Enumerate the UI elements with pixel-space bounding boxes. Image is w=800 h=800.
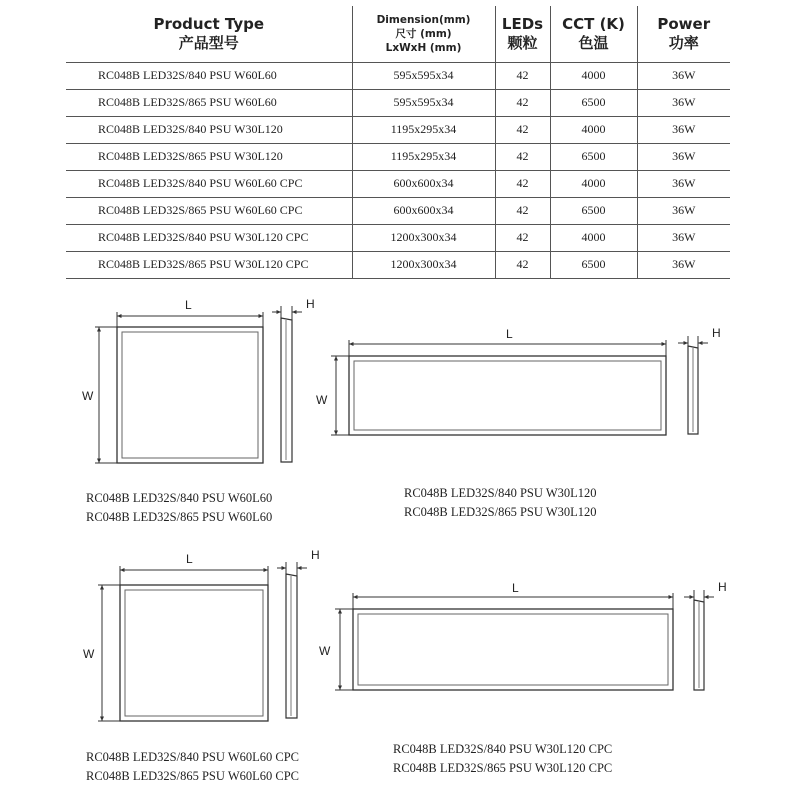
square-panel-cpc-side-view	[277, 562, 307, 718]
cell-power: 36W	[672, 68, 696, 82]
cell-product-type: RC048B LED32S/865 PSU W60L60	[66, 89, 352, 116]
cell-cct: 6500	[550, 197, 637, 224]
square-panel-drawing	[95, 312, 263, 463]
caption-rect-cpc	[393, 740, 612, 778]
caption-line: RC048B LED32S/840 PSU W60L60 CPC	[86, 750, 300, 764]
header-cct-cn: 色温	[578, 33, 609, 52]
cell-cct: 4000	[550, 116, 637, 143]
caption-line: RC048B LED32S/865 PSU W30L120 CPC	[393, 761, 613, 775]
cell-dimension: 1200x300x34	[352, 224, 495, 251]
dim-label-height: H	[306, 297, 315, 311]
cell-product-type: RC048B LED32S/840 PSU W60L60	[66, 62, 352, 89]
caption-line: RC048B LED32S/865 PSU W60L60 CPC	[86, 769, 300, 783]
header-leds-cn: 颗粒	[507, 33, 538, 52]
header-product-type-cn: 产品型号	[178, 33, 239, 52]
dim-label-length: L	[185, 298, 192, 312]
cell-product-type: RC048B LED32S/840 PSU W30L120	[66, 116, 352, 143]
cell-leds: 42	[495, 224, 550, 251]
cell-leds: 42	[495, 143, 550, 170]
cell-power: 36W	[672, 257, 696, 271]
cell-leds: 42	[495, 251, 550, 278]
cell-dimension: 1195x295x34	[352, 116, 495, 143]
cell-leds: 42	[495, 89, 550, 116]
dim-label-width: W	[319, 644, 331, 658]
caption-line: RC048B LED32S/865 PSU W60L60	[86, 510, 273, 524]
dim-label-length: L	[512, 581, 519, 595]
cell-power: 36W	[672, 95, 696, 109]
dim-label-width: W	[316, 393, 328, 407]
header-dimension-line2: 尺寸 (mm)	[395, 27, 452, 40]
cell-dimension: 600x600x34	[352, 170, 495, 197]
caption-rect-standard	[404, 484, 597, 522]
rect-panel-drawing	[331, 340, 666, 435]
dim-label-height: H	[718, 580, 727, 594]
cell-power: 36W	[672, 149, 696, 163]
cell-dimension: 595x595x34	[352, 89, 495, 116]
dim-label-width: W	[82, 389, 94, 403]
header-product-type-en: Product Type	[153, 14, 265, 33]
cell-product-type: RC048B LED32S/865 PSU W60L60 CPC	[66, 197, 352, 224]
cell-product-type: RC048B LED32S/840 PSU W60L60 CPC	[66, 170, 352, 197]
cell-leds: 42	[495, 62, 550, 89]
cell-cct: 6500	[550, 143, 637, 170]
cell-power: 36W	[672, 230, 696, 244]
square-panel-cpc-drawing	[98, 566, 268, 721]
header-leds-en: LEDs	[501, 14, 544, 33]
caption-line: RC048B LED32S/840 PSU W30L120 CPC	[393, 742, 613, 756]
cell-cct: 4000	[550, 170, 637, 197]
cell-leds: 42	[495, 116, 550, 143]
cell-cct: 4000	[550, 224, 637, 251]
cell-dimension: 1195x295x34	[352, 143, 495, 170]
dim-label-height: H	[311, 548, 320, 562]
dim-label-width: W	[83, 647, 95, 661]
cell-power: 36W	[672, 122, 696, 136]
cell-cct: 6500	[550, 89, 637, 116]
cell-leds: 42	[495, 170, 550, 197]
cell-dimension: 595x595x34	[352, 62, 495, 89]
header-power-en: Power	[657, 14, 711, 33]
cell-product-type: RC048B LED32S/840 PSU W30L120 CPC	[66, 224, 352, 251]
cell-cct: 4000	[550, 62, 637, 89]
header-cct-en: CCT (K)	[562, 14, 625, 33]
cell-leds: 42	[495, 197, 550, 224]
dim-label-length: L	[506, 327, 513, 341]
caption-square-cpc	[86, 748, 299, 786]
header-power-cn: 功率	[668, 33, 699, 52]
header-dimension-line3: LxWxH (mm)	[385, 41, 462, 54]
rect-panel-side-view	[678, 336, 708, 434]
caption-square-standard	[86, 489, 272, 527]
rect-panel-cpc-drawing	[335, 593, 673, 690]
dim-label-length: L	[186, 552, 193, 566]
caption-line: RC048B LED32S/865 PSU W30L120	[404, 505, 597, 519]
cell-product-type: RC048B LED32S/865 PSU W30L120	[66, 143, 352, 170]
cell-power: 36W	[672, 176, 696, 190]
cell-dimension: 1200x300x34	[352, 251, 495, 278]
rect-panel-cpc-side-view	[684, 590, 714, 690]
header-dimension-line1: Dimension(mm)	[376, 13, 471, 26]
dim-label-height: H	[712, 326, 721, 340]
square-panel-side-view	[272, 306, 302, 462]
cell-dimension: 600x600x34	[352, 197, 495, 224]
cell-power: 36W	[672, 203, 696, 217]
cell-cct: 6500	[550, 251, 637, 278]
caption-line: RC048B LED32S/840 PSU W60L60	[86, 491, 273, 505]
caption-line: RC048B LED32S/840 PSU W30L120	[404, 486, 597, 500]
cell-product-type: RC048B LED32S/865 PSU W30L120 CPC	[66, 251, 352, 278]
